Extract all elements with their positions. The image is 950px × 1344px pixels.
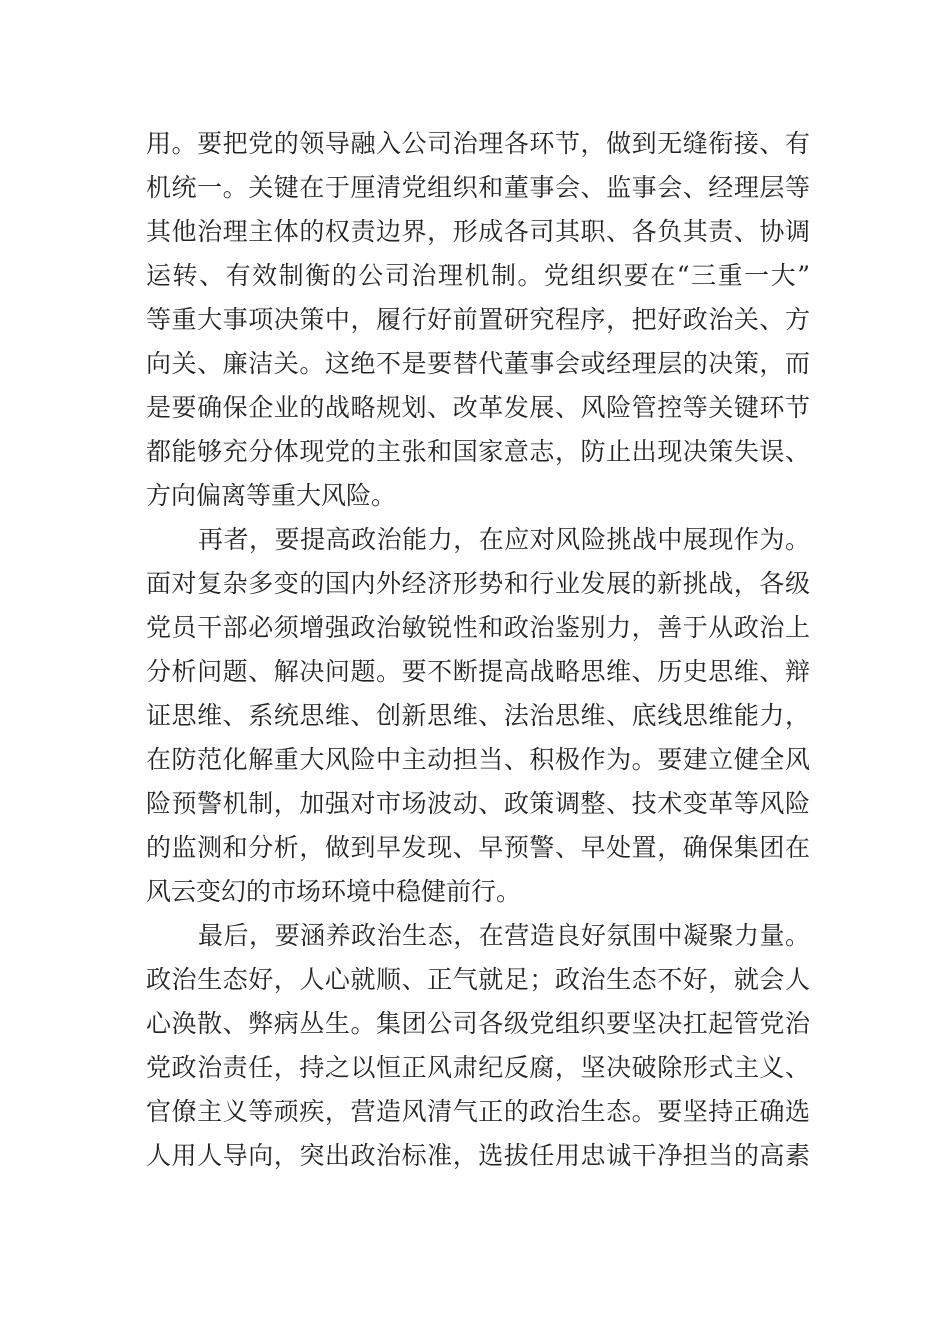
text-line: 人用人导向，突出政治标准，选拔任用忠诚干净担当的高素 — [146, 1141, 810, 1170]
text-line: 风云变幻的市场环境中稳健前行。 — [146, 877, 522, 906]
text-line: 证思维、系统思维、创新思维、法治思维、底线思维能力， — [146, 701, 810, 730]
text-line: 在防范化解重大风险中主动担当、积极作为。要建立健全风 — [146, 745, 810, 774]
text-line: 党员干部必须增强政治敏锐性和政治鉴别力，善于从政治上 — [146, 613, 810, 642]
text-line: 党政治责任，持之以恒正风肃纪反腐，坚决破除形式主义、 — [146, 1053, 810, 1082]
text-line: 险预警机制，加强对市场波动、政策调整、技术变革等风险 — [146, 789, 810, 818]
text-line: 运转、有效制衡的公司治理机制。党组织要在“三重一大” — [146, 261, 810, 290]
text-line: 政治生态好，人心就顺、正气就足；政治生态不好，就会人 — [146, 965, 810, 994]
text-line: 等重大事项决策中，履行好前置研究程序，把好政治关、方 — [146, 305, 810, 334]
text-line: 面对复杂多变的国内外经济形势和行业发展的新挑战，各级 — [146, 569, 810, 598]
text-line: 最后，要涵养政治生态，在营造良好氛围中凝聚力量。 — [198, 921, 810, 950]
text-line: 其他治理主体的权责边界，形成各司其职、各负其责、协调 — [146, 217, 810, 246]
text-line: 再者，要提高政治能力，在应对风险挑战中展现作为。 — [198, 525, 810, 554]
text-line: 都能够充分体现党的主张和国家意志，防止出现决策失误、 — [146, 437, 810, 466]
text-line: 方向偏离等重大风险。 — [146, 481, 397, 510]
text-line: 官僚主义等顽疾，营造风清气正的政治生态。要坚持正确选 — [146, 1097, 810, 1126]
text-line: 用。要把党的领导融入公司治理各环节，做到无缝衔接、有 — [146, 129, 810, 158]
text-line: 的监测和分析，做到早发现、早预警、早处置，确保集团在 — [146, 833, 810, 862]
text-line: 是要确保企业的战略规划、改革发展、风险管控等关键环节 — [146, 393, 810, 422]
text-line: 分析问题、解决问题。要不断提高战略思维、历史思维、辩 — [146, 657, 810, 686]
text-line: 机统一。关键在于厘清党组织和董事会、监事会、经理层等 — [146, 173, 810, 202]
text-line: 向关、廉洁关。这绝不是要替代董事会或经理层的决策，而 — [146, 349, 810, 378]
document-body — [146, 122, 810, 1178]
text-line: 心涣散、弊病丛生。集团公司各级党组织要坚决扛起管党治 — [146, 1009, 810, 1038]
